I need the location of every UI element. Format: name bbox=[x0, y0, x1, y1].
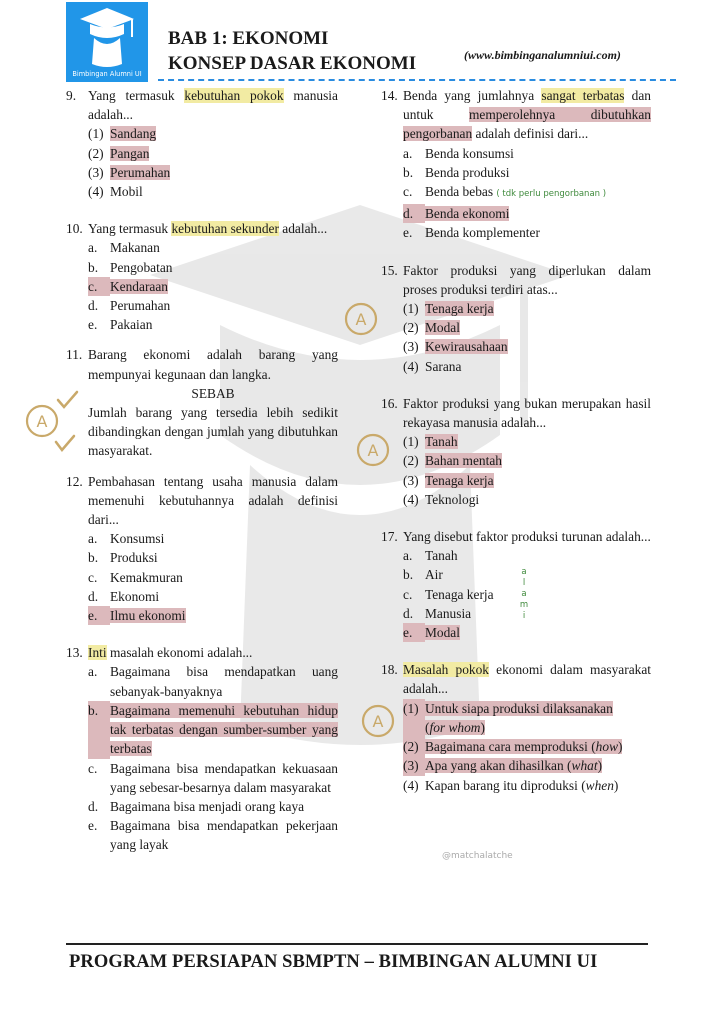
highlight: kebutuhan sekunder bbox=[171, 221, 279, 237]
highlight: kebutuhan pokok bbox=[184, 88, 284, 103]
option[interactable]: b. Produksi bbox=[88, 550, 158, 566]
question-number: 14. bbox=[381, 88, 398, 103]
option[interactable]: d. Benda ekonomi bbox=[403, 204, 651, 223]
question-16 bbox=[381, 394, 651, 509]
option[interactable]: (2) Bagaimana cara memproduksi (how) bbox=[403, 737, 651, 756]
website-link[interactable]: (www.bimbinganalumniui.com) bbox=[464, 48, 621, 62]
question-text: Yang disebut faktor produksi turunan adalah... bbox=[403, 529, 651, 545]
option[interactable]: c. Kemakmuran bbox=[88, 569, 183, 585]
question-text: Benda yang jumlahnya sangat terbatas dan untuk memperolehnya dibutuhkan pengorbanan adalah definisi dari... bbox=[403, 88, 651, 142]
option[interactable]: (2) Bahan mentah bbox=[403, 453, 502, 469]
option[interactable]: (2) Pangan bbox=[88, 145, 150, 161]
handwritten-note: ( tdk perlu pengorbanan ) bbox=[496, 189, 607, 200]
question-number: 15. bbox=[381, 262, 398, 278]
highlight: Inti bbox=[88, 645, 107, 661]
footer-divider bbox=[66, 943, 648, 945]
handwritten-answer-mark bbox=[20, 390, 80, 460]
option[interactable]: a. Makanan bbox=[88, 240, 160, 256]
question-number: 10. bbox=[66, 221, 83, 237]
option[interactable]: c. Benda bebas ( tdk perlu pengorbanan ) bbox=[403, 184, 607, 200]
left-column bbox=[66, 86, 338, 855]
svg-text:A: A bbox=[355, 310, 367, 329]
svg-text:A: A bbox=[36, 412, 48, 431]
header-divider bbox=[158, 79, 676, 81]
option[interactable]: a. Tanah bbox=[403, 548, 458, 564]
question-13 bbox=[66, 643, 338, 854]
highlight: memperolehnya dibutuhkan pengorbanan bbox=[403, 107, 651, 142]
question-text: Faktor produksi yang bukan merupakan hasil rekayasa manusia adalah... bbox=[403, 395, 651, 431]
logo-text: Bimbingan Alumni UI bbox=[72, 70, 142, 78]
question-number: 17. bbox=[381, 529, 398, 545]
handwritten-side-note: a l a m i bbox=[519, 567, 529, 621]
option[interactable]: (1) Tenaga kerja bbox=[403, 301, 494, 317]
option[interactable]: (4) Teknologi bbox=[403, 491, 480, 507]
question-14 bbox=[381, 86, 651, 243]
handwritten-circle-a bbox=[360, 703, 396, 739]
option[interactable]: e. Pakaian bbox=[88, 317, 153, 333]
option[interactable]: (4) Kapan barang itu diproduksi (when) bbox=[403, 777, 619, 793]
reason-text: Jumlah barang yang tersedia lebih sedikit dibandingkan dengan jumlah yang dibutuhkan masyarakat. bbox=[88, 405, 338, 459]
option[interactable]: (4) Sarana bbox=[403, 358, 462, 374]
option[interactable]: (3) Kewirausahaan bbox=[403, 339, 508, 355]
svg-text:A: A bbox=[367, 441, 379, 460]
option[interactable]: c. Kendaraan bbox=[88, 277, 338, 296]
handwritten-circle-a bbox=[355, 432, 391, 468]
logo bbox=[66, 2, 148, 82]
option[interactable]: d. Ekonomi bbox=[88, 588, 160, 604]
question-text: Faktor produksi yang diperlukan dalam proses produksi terdiri atas... bbox=[403, 262, 651, 297]
option[interactable]: b. Air bbox=[403, 567, 443, 583]
question-text: Pembahasan tentang usaha manusia dalam memenuhi kebutuhannya adalah definisi dari... bbox=[88, 473, 338, 528]
option[interactable]: (4) Mobil bbox=[88, 184, 143, 200]
question-number: 18. bbox=[381, 662, 398, 678]
question-number: 9. bbox=[66, 88, 77, 103]
handwritten-circle-a bbox=[343, 301, 379, 337]
question-11 bbox=[66, 345, 338, 460]
option[interactable]: (1) Sandang bbox=[88, 126, 157, 142]
svg-text:A: A bbox=[372, 712, 384, 731]
option[interactable]: (1) Tanah bbox=[403, 434, 458, 450]
option[interactable]: (3) Apa yang akan dihasilkan (what) bbox=[403, 756, 651, 775]
sebab-label: SEBAB bbox=[191, 385, 235, 401]
question-text: Yang termasuk kebutuhan pokok manusia adalah... bbox=[88, 88, 338, 123]
question-number: 11. bbox=[66, 347, 83, 363]
highlight: sangat terbatas bbox=[541, 88, 625, 103]
footer-text: PROGRAM PERSIAPAN SBMPTN – BIMBINGAN ALUMNI UI bbox=[69, 952, 598, 972]
chapter-title: BAB 1: EKONOMI bbox=[168, 28, 329, 49]
option[interactable]: e. Benda komplementer bbox=[403, 225, 540, 241]
option[interactable]: d. Perumahan bbox=[88, 298, 171, 314]
question-text: Inti masalah ekonomi adalah... bbox=[88, 645, 253, 661]
question-17 bbox=[381, 527, 651, 642]
question-text: Barang ekonomi adalah barang yang mempunyai kegunaan dan langka. bbox=[88, 347, 338, 382]
page-subtitle: KONSEP DASAR EKONOMI bbox=[168, 53, 417, 74]
question-10 bbox=[66, 219, 338, 334]
option[interactable]: e. Bagaimana bisa mendapatkan pekerjaan yang layak bbox=[88, 818, 338, 853]
option[interactable]: (2) Modal bbox=[403, 320, 460, 336]
option[interactable]: c. Tenaga kerja bbox=[403, 586, 494, 602]
question-12 bbox=[66, 472, 338, 626]
option[interactable]: b. Pengobatan bbox=[88, 259, 173, 275]
question-number: 13. bbox=[66, 645, 83, 661]
option[interactable]: (1) Untuk siapa produksi dilaksanakan (for whom) bbox=[403, 699, 651, 737]
question-number: 12. bbox=[66, 473, 83, 489]
question-9 bbox=[66, 86, 338, 201]
option[interactable]: a. Konsumsi bbox=[88, 531, 165, 547]
option[interactable]: e. Modal bbox=[403, 623, 651, 642]
option[interactable]: a. Benda konsumsi bbox=[403, 145, 514, 161]
highlight: Masalah pokok bbox=[403, 662, 489, 678]
question-number: 16. bbox=[381, 395, 398, 411]
option[interactable]: (3) Perumahan bbox=[88, 164, 171, 180]
option[interactable]: d. Manusia bbox=[403, 605, 472, 621]
question-text: Masalah pokok ekonomi dalam masyarakat adalah... bbox=[403, 662, 651, 697]
question-15 bbox=[381, 261, 651, 376]
option[interactable]: e. Ilmu ekonomi bbox=[88, 606, 338, 625]
option[interactable]: b. Benda produksi bbox=[403, 164, 510, 180]
question-18 bbox=[381, 660, 651, 794]
right-column bbox=[381, 86, 651, 795]
question-text: Yang termasuk kebutuhan sekunder adalah... bbox=[88, 221, 328, 237]
option[interactable]: c. Bagaimana bisa mendapatkan kekuasaan yang sebesar-besarnya dalam masyarakat bbox=[88, 760, 338, 795]
option[interactable]: a. Bagaimana bisa mendapatkan uang sebanyak-banyaknya bbox=[88, 664, 338, 699]
option[interactable]: (3) Tenaga kerja bbox=[403, 472, 494, 488]
option[interactable]: d. Bagaimana bisa menjadi orang kaya bbox=[88, 798, 305, 814]
credit-watermark: @matchalatche bbox=[442, 851, 513, 861]
option[interactable]: b. Bagaimana memenuhi kebutuhan hidup tak terbatas dengan sumber-sumber yang terbatas bbox=[88, 701, 338, 759]
